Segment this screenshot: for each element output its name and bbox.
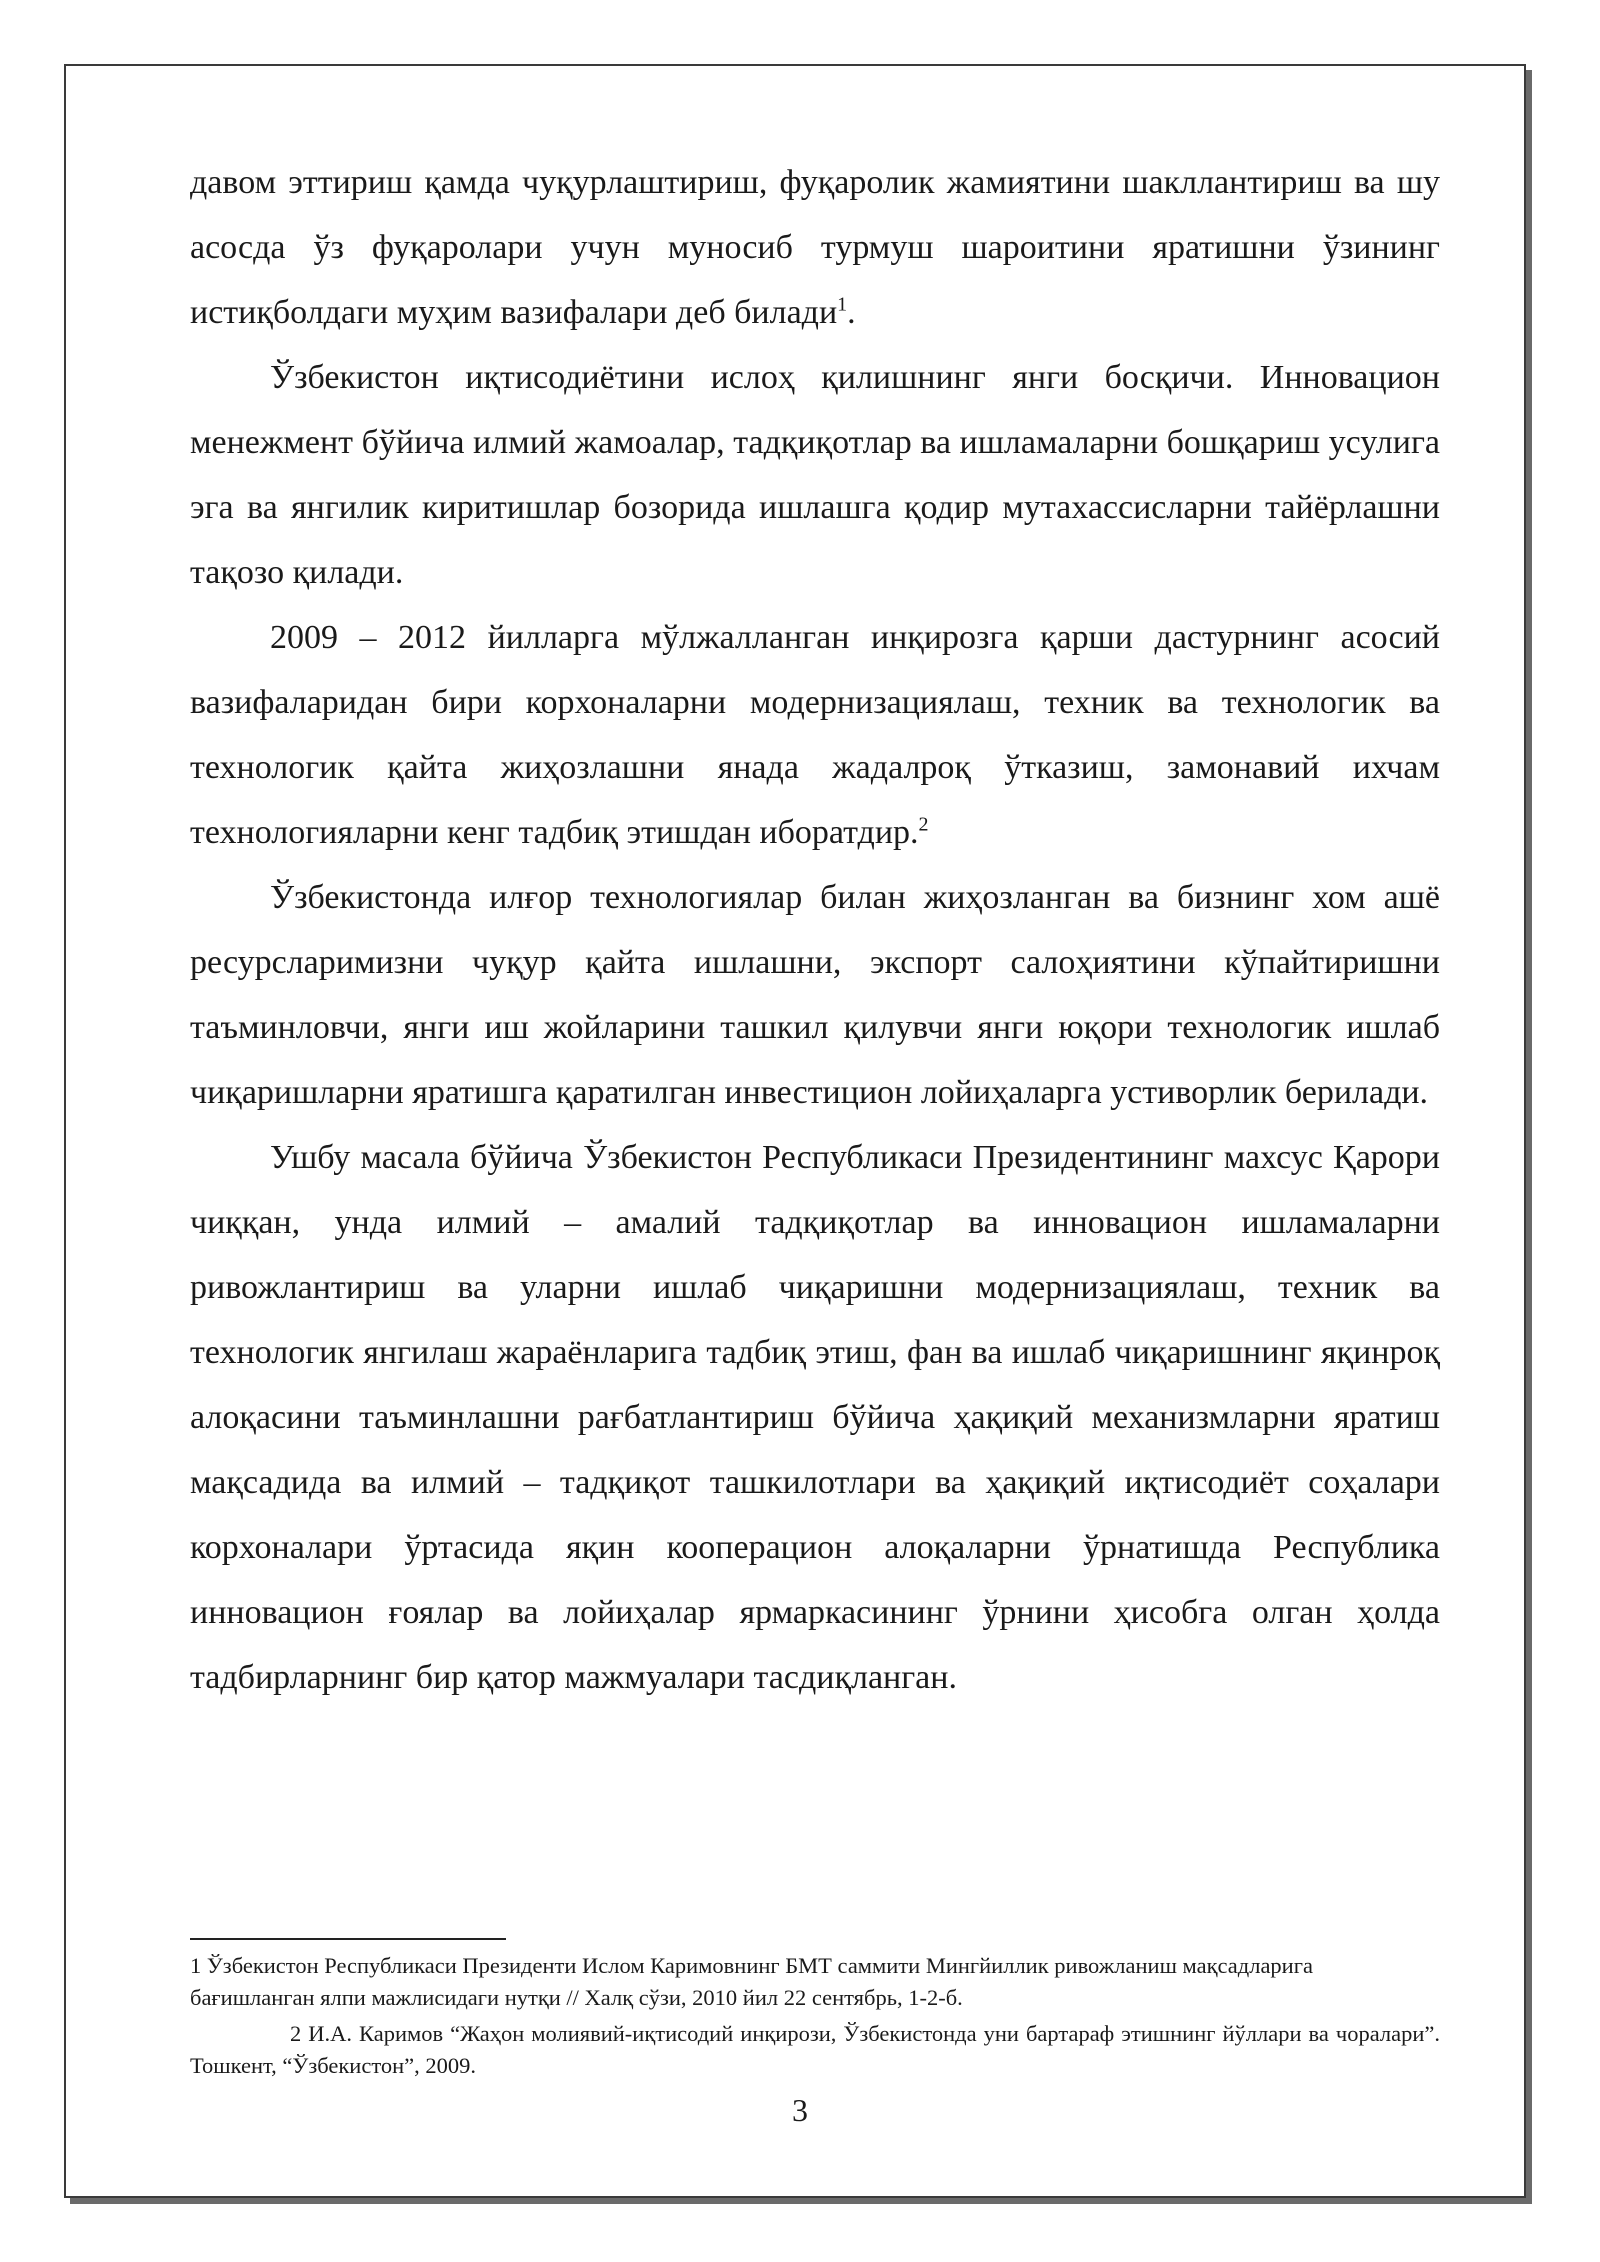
footnote-ref-2[interactable]: 2 [918,813,929,836]
footnote-ref-1[interactable]: 1 [837,293,848,316]
paragraph-2: Ўзбекистон иқтисодиётини ислоҳ қилишнинг янги босқичи. Инновацион менежмент бўйича илмий жамоалар, тадқиқотлар ва ишламаларни бошқариш усулига эга ва янгилик киритишлар бозорида ишлашга қодир мутахассисларни тайёрлашни тақозо қилади. [190,359,1440,591]
paragraph-1 [190,150,1440,345]
paragraph-4: Ўзбекистонда илғор технологиялар билан жиҳозланган ва бизнинг хом ашё ресурсларимизни чуқур қайта ишлашни, экспорт салоҳиятини кўпайтиришни таъминловчи, янги иш жойларини ташкил қилувчи янги юқори технологик ишлаб чиқаришларни яратишга қаратилган инвестицион лойиҳаларга устиворлик берилади. [190,879,1440,1111]
paragraph-3-text: 2009 – 2012 йилларга мўлжалланган инқирозга қарши дастурнинг асосий вазифаларидан бири корхоналарни модернизациялаш, техник ва технологик ва технологик қайта жиҳозлашни янада жадалроқ ўтказиш, замонавий ихчам технологияларни кенг тадбиқ этишдан иборатдир. [190,619,1440,851]
footnote-2: 2 И.А. Каримов “Жаҳон молиявий-иқтисодий инқирози, Ўзбекистонда уни бартараф этишнинг йўллари ва чоралари”. Тошкент, “Ўзбекистон”, 2009. [190,2021,1440,2078]
paragraph-1-text: давом эттириш қамда чуқурлаштириш, фуқаролик жамиятини шакллантириш ва шу асосда ўз фуқаролари учун муносиб турмуш шароитини яратишни ўзининг истиқболдаги муҳим вазифалари деб билади [190,164,1440,331]
paragraph-1-tail: . [847,294,856,331]
page-number: 3 [792,2092,808,2128]
paragraph-5: Ушбу масала бўйича Ўзбекистон Республикаси Президентининг махсус Қарори чиққан, унда илмий – амалий тадқиқотлар ва инновацион ишламаларни ривожлантириш ва уларни ишлаб чиқаришни модернизациялаш, техник ва технологик янгилаш жараёнларига тадбиқ этиш, фан ва ишлаб чиқаришнинг яқинроқ алоқасини таъминлашни рағбатлантириш бўйича ҳақиқий механизмларни яратиш мақсадида ва илмий – тадқиқот ташкилотлари ва ҳақиқий иқтисодиёт соҳалари корхоналари ўртасида яқин кооперацион алоқаларни ўрнатишда Республика инновацион ғоялар ва лойиҳалар ярмаркасининг ўрнини ҳисобга олган ҳолда тадбирларнинг бир қатор мажмуалари тасдиқланган. [190,1139,1440,1696]
document-body [190,150,1440,1710]
footnote-1: 1 Ўзбекистон Республикаси Президенти Ислом Каримовнинг БМТ саммити Мингйиллик ривожланиш мақсадларига бағишланган ялпи мажлисидаги нутқи // Халқ сўзи, 2010 йил 22 сентябрь, 1-2-б. [190,1953,1313,2010]
footnotes [190,1950,1440,2082]
footnote-separator [190,1938,506,1940]
paragraph-3 [190,605,1440,865]
